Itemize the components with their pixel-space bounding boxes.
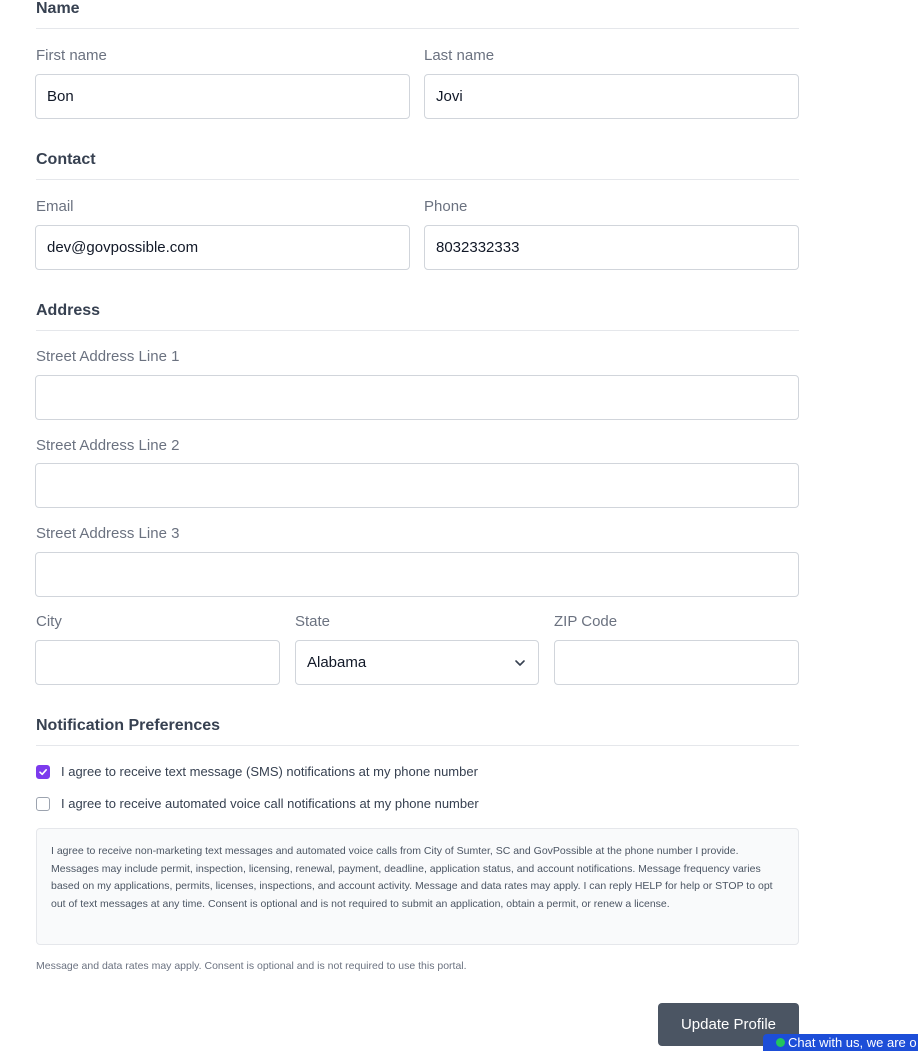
last-name-label: Last name bbox=[424, 47, 495, 64]
address-line2-input[interactable] bbox=[35, 463, 799, 508]
sms-consent-label: I agree to receive text message (SMS) notifications at my phone number bbox=[61, 764, 478, 779]
sms-consent-checkbox[interactable] bbox=[36, 765, 50, 779]
first-name-label: First name bbox=[36, 47, 107, 64]
first-name-input[interactable] bbox=[35, 74, 410, 119]
phone-input[interactable] bbox=[424, 225, 799, 270]
email-label: Email bbox=[36, 198, 74, 215]
voice-consent-row[interactable] bbox=[36, 796, 479, 811]
chat-widget-label: Chat with us, we are o bbox=[788, 1035, 917, 1050]
consent-footnote: Message and data rates may apply. Consent is optional and is not required to use this portal. bbox=[36, 960, 467, 972]
phone-label: Phone bbox=[424, 198, 468, 215]
email-input[interactable] bbox=[35, 225, 410, 270]
state-select-value: Alabama bbox=[307, 654, 367, 671]
city-input[interactable] bbox=[35, 640, 280, 685]
consent-disclosure: I agree to receive non-marketing text messages and automated voice calls from City of Sumter, SC and GovPossible at the phone number I provide. Messages may include permit, inspection, licensing, renewal, payment, deadline, application status, and account notifications. Message frequency varies based on my applications, permits, licenses, inspections, and account activity. Message and data rates may apply. I can reply HELP for help or STOP to opt out of text messages at any time. Consent is optional and is not required to submit an application, obtain a permit, or renew a license. bbox=[36, 828, 799, 945]
section-title-address: Address bbox=[36, 302, 799, 331]
state-select[interactable] bbox=[295, 640, 539, 685]
online-status-icon bbox=[776, 1038, 785, 1047]
address-line3-label: Street Address Line 3 bbox=[36, 525, 180, 542]
section-title-name: Name bbox=[36, 0, 799, 29]
state-label: State bbox=[295, 613, 331, 630]
update-profile-button[interactable]: Update Profile bbox=[658, 1003, 799, 1046]
last-name-input[interactable] bbox=[424, 74, 799, 119]
chat-widget[interactable] bbox=[763, 1034, 918, 1051]
checkmark-icon bbox=[38, 767, 48, 777]
address-line2-label: Street Address Line 2 bbox=[36, 437, 180, 454]
voice-consent-checkbox[interactable] bbox=[36, 797, 50, 811]
address-line3-input[interactable] bbox=[35, 552, 799, 597]
city-label: City bbox=[36, 613, 62, 630]
zip-input[interactable] bbox=[554, 640, 799, 685]
chevron-down-icon bbox=[513, 656, 527, 670]
zip-label: ZIP Code bbox=[554, 613, 618, 630]
address-line1-label: Street Address Line 1 bbox=[36, 348, 180, 365]
section-title-notifications: Notification Preferences bbox=[36, 717, 799, 746]
sms-consent-row[interactable] bbox=[36, 764, 478, 779]
address-line1-input[interactable] bbox=[35, 375, 799, 420]
section-title-contact: Contact bbox=[36, 151, 799, 180]
voice-consent-label: I agree to receive automated voice call notifications at my phone number bbox=[61, 796, 479, 811]
